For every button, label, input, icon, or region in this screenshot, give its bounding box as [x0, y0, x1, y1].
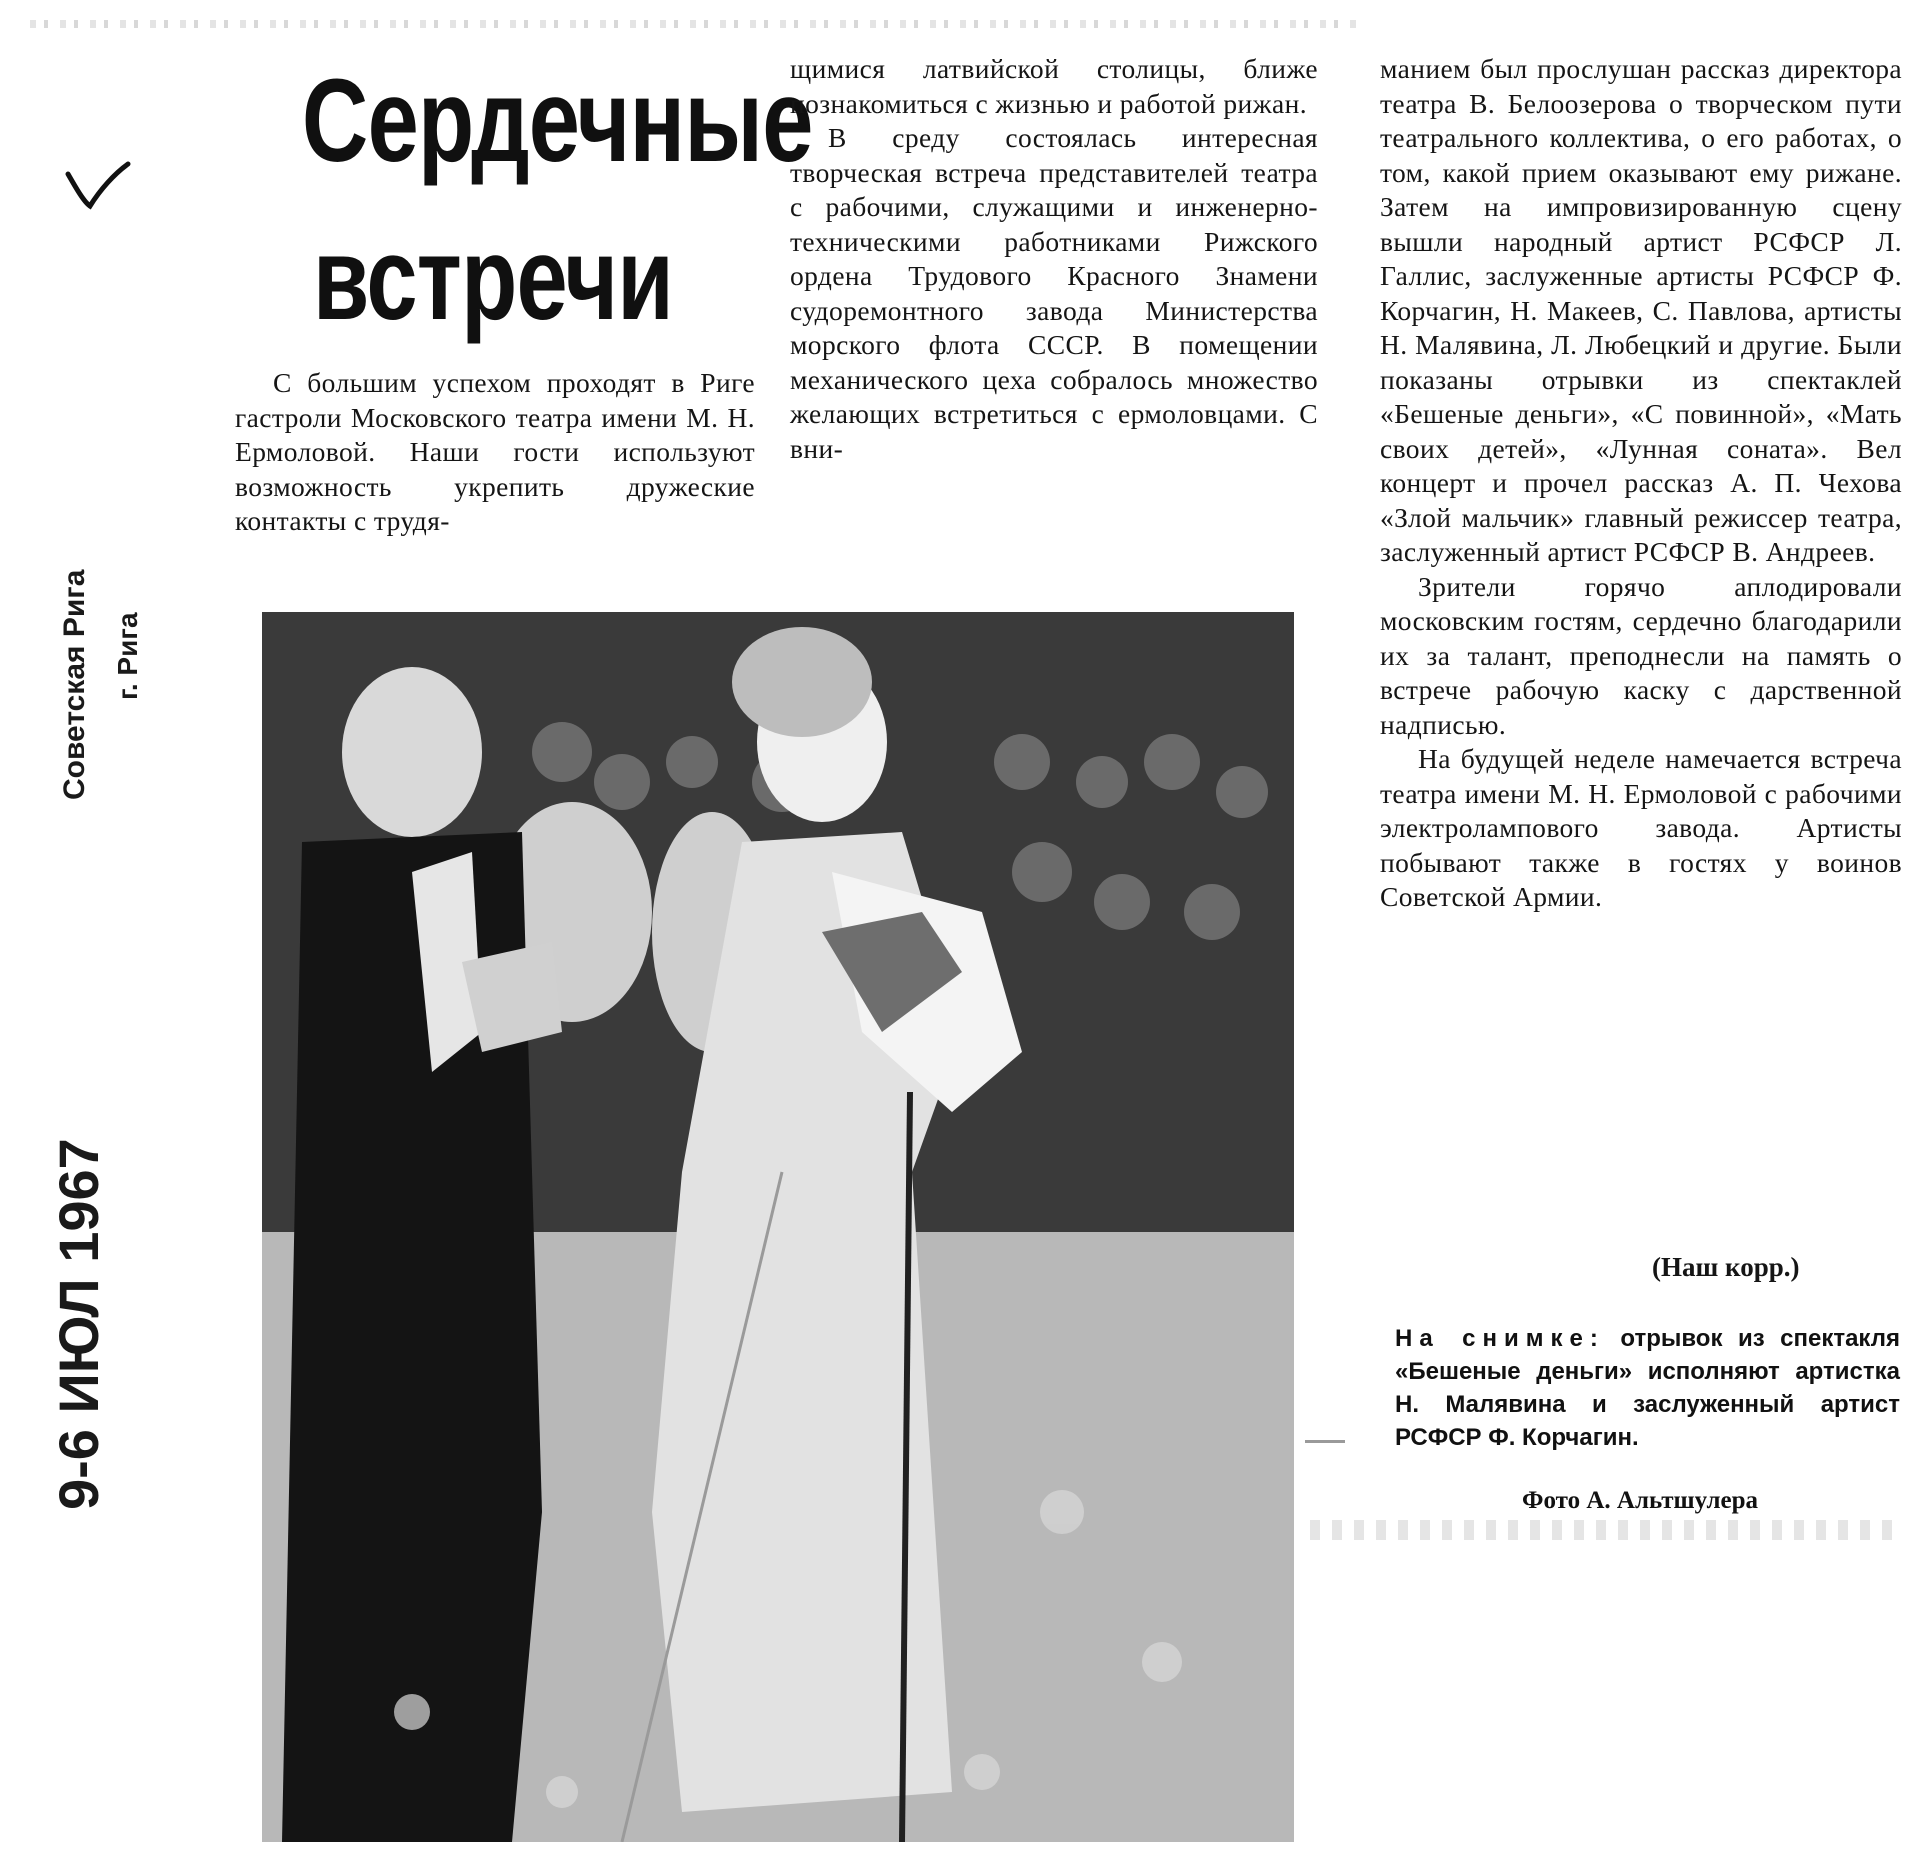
article-paragraph: Зрители горячо аплодировали московским гостям, сердечно благодарили их за талант, преподнесли на память о встрече рабочую каску с дарственной надписью. [1380, 570, 1902, 740]
headline-line-1: Сердечные [301, 55, 813, 187]
photo-credit: Фото А. Альтшулера [1522, 1487, 1759, 1514]
article-paragraph: С большим успехом проходят в Риге гастроли Московского театра имени М. Н. Ермоловой. Наши гости используют возможность укрепить дружеские контакты с трудя- [235, 367, 755, 536]
article-paragraph: В среду состоялась интересная творческая встреча представителей театра с рабочими, служащими и инженерно-техническими работниками Рижского ордена Трудового Красного Знамени судоремонтного завода Министерства морского флота СССР. В помещении механического цеха собралось множество желающих встретиться с ермоловцами. С вни- [790, 122, 1318, 464]
date-stamp [40, 470, 160, 1510]
photo-caption [1395, 1322, 1900, 1454]
print-mark [1305, 1440, 1345, 1443]
article-paragraph: щимися латвийской столицы, ближе познакомиться с жизнью и работой рижан. [790, 53, 1318, 119]
stamp-city: г. Рига [112, 612, 143, 700]
headline [301, 42, 813, 358]
clipping-bottom-edge [1310, 1520, 1900, 1540]
caption-lead: На снимке: [1395, 1325, 1605, 1352]
article-column-3 [1380, 52, 1902, 915]
clipping-top-edge [30, 20, 1360, 28]
article-photo [262, 612, 1294, 1842]
handwritten-check-mark [62, 160, 132, 210]
stamp-newspaper: Советская Рига [58, 569, 91, 800]
article-column-2 [790, 52, 1318, 466]
article-paragraph: манием был прослушан рассказ директора театра В. Белоозерова о творческом пути театрального коллектива, о его работах, о том, какой прием оказывают ему рижане. Затем на импровизированную сцену вышли народный артист РСФСР Л. Галлис, заслуженные артисты РСФСР Ф. Корчагин, Н. Макеев, С. Павлова, артисты Н. Малявина, Л. Любецкий и другие. Были показаны отрывки из спектаклей «Бешеные деньги», «С повинной», «Мать своих детей», «Лунная соната». Вел концерт и прочел рассказ А. П. Чехова «Злой мальчик» главный режиссер театра, заслуженный артист РСФСР В. Андреев. [1380, 53, 1902, 567]
author-signature: (Наш корр.) [1652, 1252, 1800, 1282]
caption-text: отрывок из спектакля «Бешеные деньги» исполняют артистка Н. Малявина и заслуженный артист РСФСР Ф. Корчагин. [1395, 1325, 1900, 1451]
headline-line-2: встречи [312, 213, 674, 345]
stamp-date: 9-6 ИЮЛ 1967 [47, 1138, 110, 1510]
article-paragraph: На будущей неделе намечается встреча театра имени М. Н. Ермоловой с рабочими электролампового завода. Артисты побывают также в гостях у воинов Советской Армии. [1380, 743, 1902, 912]
article-column-1 [235, 366, 755, 539]
photo-illustration [262, 612, 1294, 1842]
